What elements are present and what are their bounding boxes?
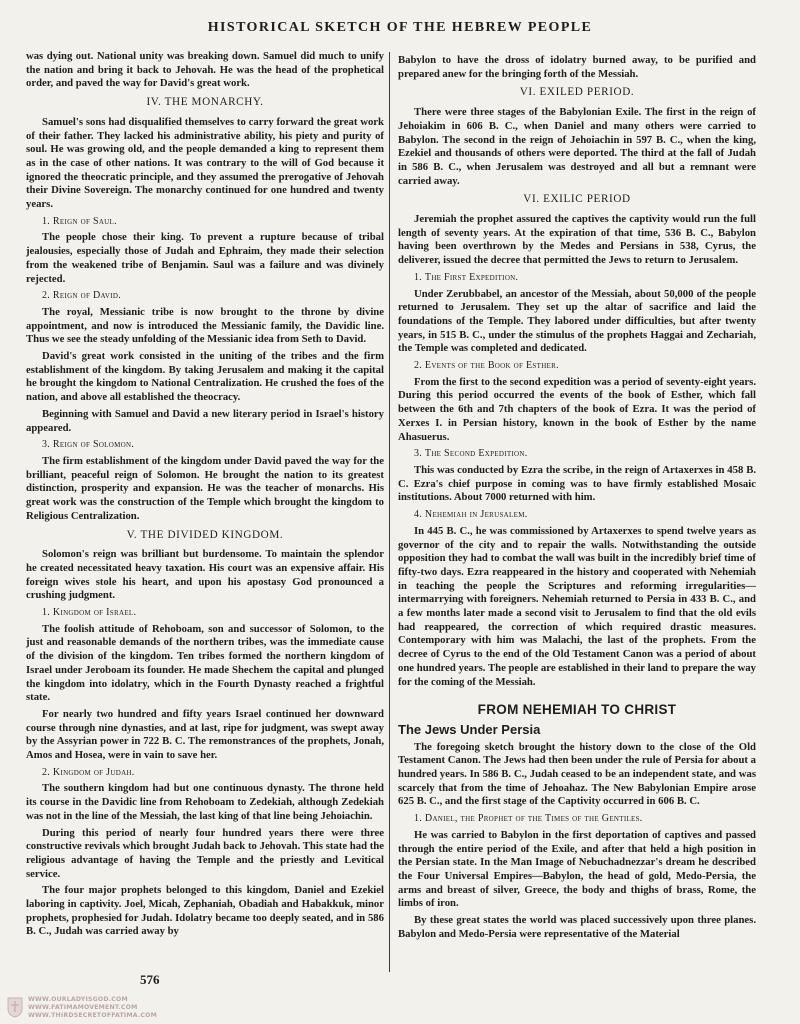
subheading-israel: 1. Kingdom of Israel. bbox=[42, 607, 137, 619]
paragraph: The royal, Messianic tribe is now brought to the throne by divine appointment, and now is introduced the Messianic family, the Davidic line. Thus we see the steady unfolding of the Messianic idea from Seth to David. bbox=[26, 305, 384, 346]
paragraph: For nearly two hundred and fifty years Israel continued her downward course through nine dynasties, and at last, ripe for judgment, was swept away by the Assyrian power in 722 B. C. The remonstrances of the prophets, Jonah, Amos and Hosea, were in vain to save her. bbox=[26, 707, 384, 762]
column-divider bbox=[389, 52, 390, 972]
paragraph: The four major prophets belonged to this kingdom, Daniel and Ezekiel laboring in captivity. Joel, Micah, Zephaniah, Obadiah and Habakkuk, minor prophets, prophesied for Judah. Idolatry became too deeply seated, and in 586 B. C., Judah was carried away by bbox=[26, 884, 384, 938]
subheading-david: 2. Reign of David. bbox=[42, 290, 122, 302]
subheading-daniel: 1. Daniel, the Prophet of the Times of the Gentiles. bbox=[414, 813, 643, 825]
paragraph: David's great work consisted in the uniting of the tribes and the firm establishment of the kingdom. By taking Jerusalem and making it the capital he brought the kingdom to National Centralization. He crushed the foes of the nation, and above all established the theocracy. bbox=[26, 350, 384, 404]
paragraph: The firm establishment of the kingdom under David paved the way for the brilliant, peaceful reign of Solomon. He brought the nation to its greatest distinction, prosperity and expansion. He was the teacher of monarchs. His great work was the construction of the Temple which brought the kingdom to Religious Centralization. bbox=[26, 454, 384, 522]
paragraph: The people chose their king. To prevent a rupture because of tribal jealousies, especially those of Judah and Ephraim, they made their selection from the weakened tribe of Benjamin. Saul was a failure and was divinely rejected. bbox=[26, 231, 384, 285]
paragraph: From the first to the second expedition was a period of seventy-eight years. During this period occurred the events of the book of Esther, which fall between the 6th and 7th chapters of the book of Ezra. It was the period of Xerxes I. in Persian history, known in the book of Esther by the name Ahasuerus. bbox=[398, 375, 756, 443]
paragraph: Babylon to have the dross of idolatry burned away, to be purified and prepared anew for the bringing forth of the Messiah. bbox=[398, 54, 756, 80]
section-heading-monarchy: IV. THE MONARCHY. bbox=[146, 96, 264, 109]
subheading-nehemiah: 4. Nehemiah in Jerusalem. bbox=[414, 509, 528, 521]
page-header: HISTORICAL SKETCH OF THE HEBREW PEOPLE bbox=[207, 20, 593, 35]
paragraph: The southern kingdom had but one continuous dynasty. The throne held its course in the Davidic line from Rehoboam to Zedekiah, although Zedekiah was not in the line of the Messiah, the last king of that line being Jehoiachin. bbox=[26, 782, 384, 822]
subheading-esther: 2. Events of the Book of Esther. bbox=[414, 360, 559, 372]
left-column bbox=[26, 50, 384, 942]
section-heading-divided-kingdom: V. THE DIVIDED KINGDOM. bbox=[126, 528, 284, 541]
footer-url[interactable]: WWW.FATIMAMOVEMENT.COM bbox=[28, 1004, 138, 1011]
paragraph: Jeremiah the prophet assured the captives the captivity would run the full length of seventy years. At the expiration of that time, 536 B. C., Babylon having been overthrown by the Medes and Persians in 538, Cyrus, the deliverer, issued the decree that permitted the Jews to return to Jerusalem. bbox=[398, 213, 756, 267]
subheading-solomon: 3. Reign of Solomon. bbox=[42, 439, 135, 451]
paragraph: During this period of nearly four hundred years there were three constructive revivals which brought Judah back to Jehovah. This state had the religious advantage of having the Temple and the priestly and Levitical service. bbox=[26, 826, 384, 880]
paragraph: There were three stages of the Babylonian Exile. The first in the reign of Jehoiakim in 606 B. C., when Daniel and many others were carried to Babylon. The second in the reign of Jehoiachin in 597 B. C., when the king, Ezekiel and thousands of others were deported. The third at the fall of Judah in 586 B. C., when Jerusalem was destroyed and all but a remnant were carried away. bbox=[398, 106, 756, 187]
subheading-first-expedition: 1. The First Expedition. bbox=[414, 271, 519, 283]
paragraph: Samuel's sons had disqualified themselves to carry forward the great work of their father. They lacked his administrative ability, his piety and purity of soul. He was growing old, and the people demanded a king to represent them as in the case of other nations. It was contrary to the will of God because it ignored the theocratic principle, and they assumed the prerogative of Jehovah their Divine Sovereign. The monarchy continued for one hundred and twenty years. bbox=[26, 115, 384, 211]
chapter-heading: FROM NEHEMIAH TO CHRIST bbox=[477, 702, 677, 718]
paragraph: Beginning with Samuel and David a new literary period in Israel's history appeared. bbox=[26, 407, 384, 434]
footer-url[interactable]: WWW.OURLADYISGOD.COM bbox=[28, 996, 128, 1003]
section-heading-persia: The Jews Under Persia bbox=[398, 721, 541, 737]
subheading-judah: 2. Kingdom of Judah. bbox=[42, 766, 135, 778]
section-heading-exilic: VI. EXILIC PERIOD bbox=[523, 193, 631, 206]
paragraph: Under Zerubbabel, an ancestor of the Messiah, about 50,000 of the people returned to Jerusalem. They set up the altar of sacrifice and laid the foundations of the Temple. They labored under difficulties, but after twenty years, in 515 B. C., under the stimulus of the prophets Haggai and Zechariah, the Temple was completed and dedicated. bbox=[398, 287, 756, 355]
paragraph: Solomon's reign was brilliant but burdensome. To maintain the splendor he created necessitated heavy taxation. His court was an expensive affair. His foreign wives stole his heart, and upon his apostasy God pronounced a crushing judgment. bbox=[26, 548, 384, 602]
paragraph: He was carried to Babylon in the first deportation of captives and passed through the entire period of the Exile, and after that held a high position in the Persian state. In the Man Image of Nebuchadnezzar's dream he described the Four Universal Empires—Babylon, the head of gold, Medo-Persia, the arms and breast of silver, Greece, the body and thighs of brass, Rome, the limbs of iron. bbox=[398, 828, 756, 910]
page-number: 576 bbox=[140, 972, 160, 987]
paragraph: This was conducted by Ezra the scribe, in the reign of Artaxerxes in 458 B. C. Ezra's chief purpose in coming was to have firmly established Mosaic institutions. About 7000 returned with him. bbox=[398, 463, 756, 504]
subheading-saul: 1. Reign of Saul. bbox=[42, 215, 117, 227]
subheading-second-expedition: 3. The Second Expedition. bbox=[414, 448, 528, 460]
paragraph: In 445 B. C., he was commissioned by Artaxerxes to spend twelve years as governor of the city and to repair the walls. Notwithstanding the outside opposition they had to combat the wall was built in the incredibly brief time of fifty-two days. Ezra reappeared in the history and cooperated with Nehemiah in teaching the people the Scriptures and reforming irregularities—intermarrying with foreigners. Nehemiah returned to Persia in 433 B. C., and a few months later made a second visit to Jerusalem to find that the old evils had reappeared, the correction of which required drastic measures. Contemporary with him was Malachi, the last of the prophets. From the decree of Cyrus to the end of the Old Testament Canon was a period of about one hundred years. The people are established in their land to prepare the way for the coming of the Messiah. bbox=[398, 524, 756, 688]
right-column bbox=[398, 54, 756, 944]
paragraph: By these great states the world was placed successively upon three planes. Babylon and Medo-Persia were representative of the Material bbox=[398, 914, 756, 940]
watermark-logo-icon bbox=[6, 996, 24, 1018]
footer-urls bbox=[28, 996, 157, 1020]
paragraph: was dying out. National unity was breaking down. Samuel did much to unify the nation and bring it back to Jehovah. He was the head of the prophetical order, and paved the way for David's great work. bbox=[26, 50, 384, 90]
footer-url[interactable]: WWW.THIRDSECRETOFFATIMA.COM bbox=[28, 1012, 157, 1019]
paragraph: The foolish attitude of Rehoboam, son and successor of Solomon, to the just and reasonable demands of the northern tribes, was the immediate cause of the division of the kingdom. Ten tribes formed the northern kingdom of Israel under Jeroboam its founder. He made Shechem the capital and plunged the kingdom into idolatry, which in the Fourth Dynasty reached a frightful state. bbox=[26, 622, 384, 704]
paragraph: The foregoing sketch brought the history down to the close of the Old Testament Canon. The Jews had then been under the rule of Persia for about a hundred years. In 586 B. C., Judah ceased to be an independent state, and was scarcely that from the time of Jehoahaz. The New Babylonian Empire arose 625 B. C., and the first stage of the Captivity occurred in 606 B. C. bbox=[398, 740, 756, 808]
section-heading-exiled: VI. EXILED PERIOD. bbox=[519, 86, 635, 99]
